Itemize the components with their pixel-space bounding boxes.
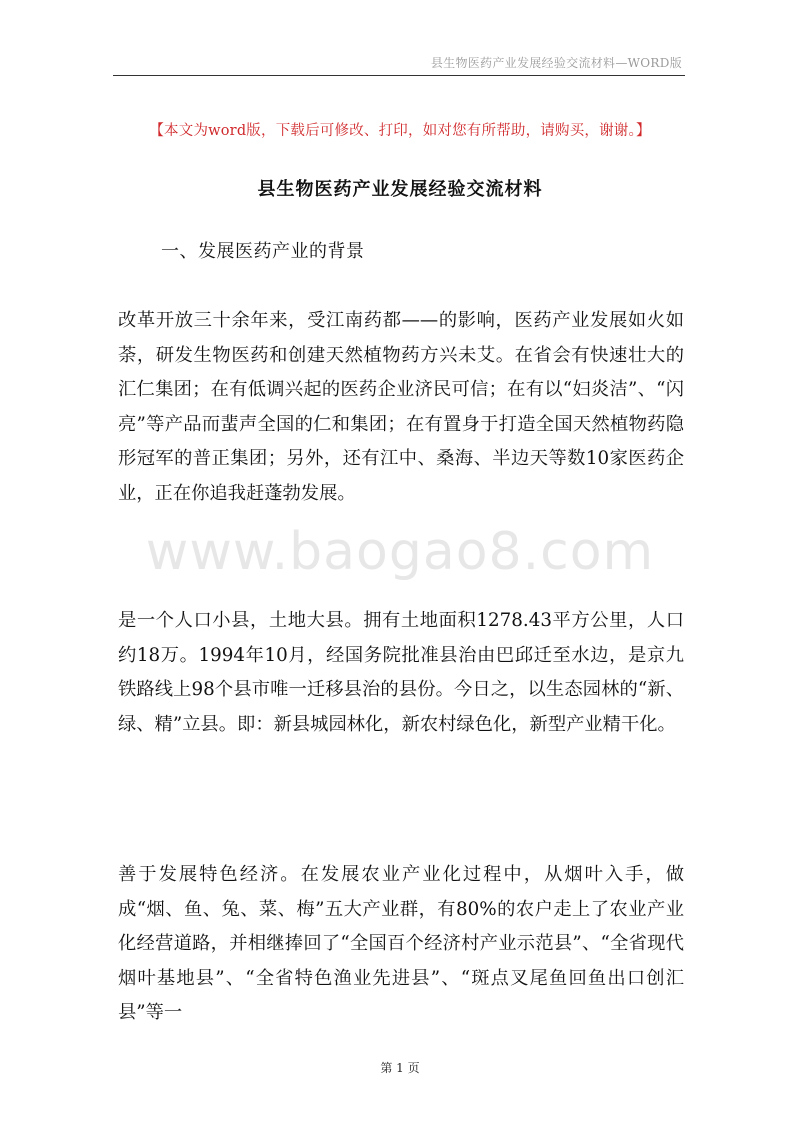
body-paragraph: 是一个人口小县，土地大县。拥有土地面积1278.43平方公里，人口约18万。1994年10月，经国务院批准县治由巴邱迁至水边，是京九铁路线上98个县市唯一迁移县治的县份。今日之，以生态园林的“新、绿、精”立县。即：新县城园林化，新农村绿色化，新型产业精干化。 — [118, 610, 684, 735]
page-number: 第 1 页 — [380, 1061, 420, 1075]
header-divider — [113, 75, 685, 76]
running-header: 县生物医药产业发展经验交流材料—WORD版 — [430, 56, 682, 70]
section-heading: 一、发展医药产业的背景 — [161, 241, 365, 262]
body-paragraph: 善于发展特色经济。在发展农业产业化过程中，从烟叶入手，做成“烟、鱼、兔、菜、梅”五大产业群，有80%的农户走上了农业产业化经营道路，并相继捧回了“全国百个经济村产业示范县”、“全省现代烟叶基地县”、“全省特色渔业先进县”、“斑点叉尾鱼回鱼出口创汇县”等一 — [118, 864, 684, 1024]
document-title: 县生物医药产业发展经验交流材料 — [257, 179, 543, 200]
body-paragraph: 改革开放三十余年来，受江南药都——的影响，医药产业发展如火如荼，研发生物医药和创建天然植物药方兴未艾。在省会有快速壮大的汇仁集团；在有低调兴起的医药企业济民可信；在有以“妇炎洁”、“闪亮”等产品而蜚声全国的仁和集团；在有置身于打造全国天然植物药隐形冠军的普正集团；另外，还有江中、桑海、半边天等数10家医药企业，正在你追我赶蓬勃发展。 — [118, 310, 684, 504]
purchase-notice: 【本文为word版，下载后可修改、打印，如对您有所帮助，请购买，谢谢。】 — [149, 123, 651, 139]
site-watermark: www.baogao8.com — [145, 522, 655, 582]
